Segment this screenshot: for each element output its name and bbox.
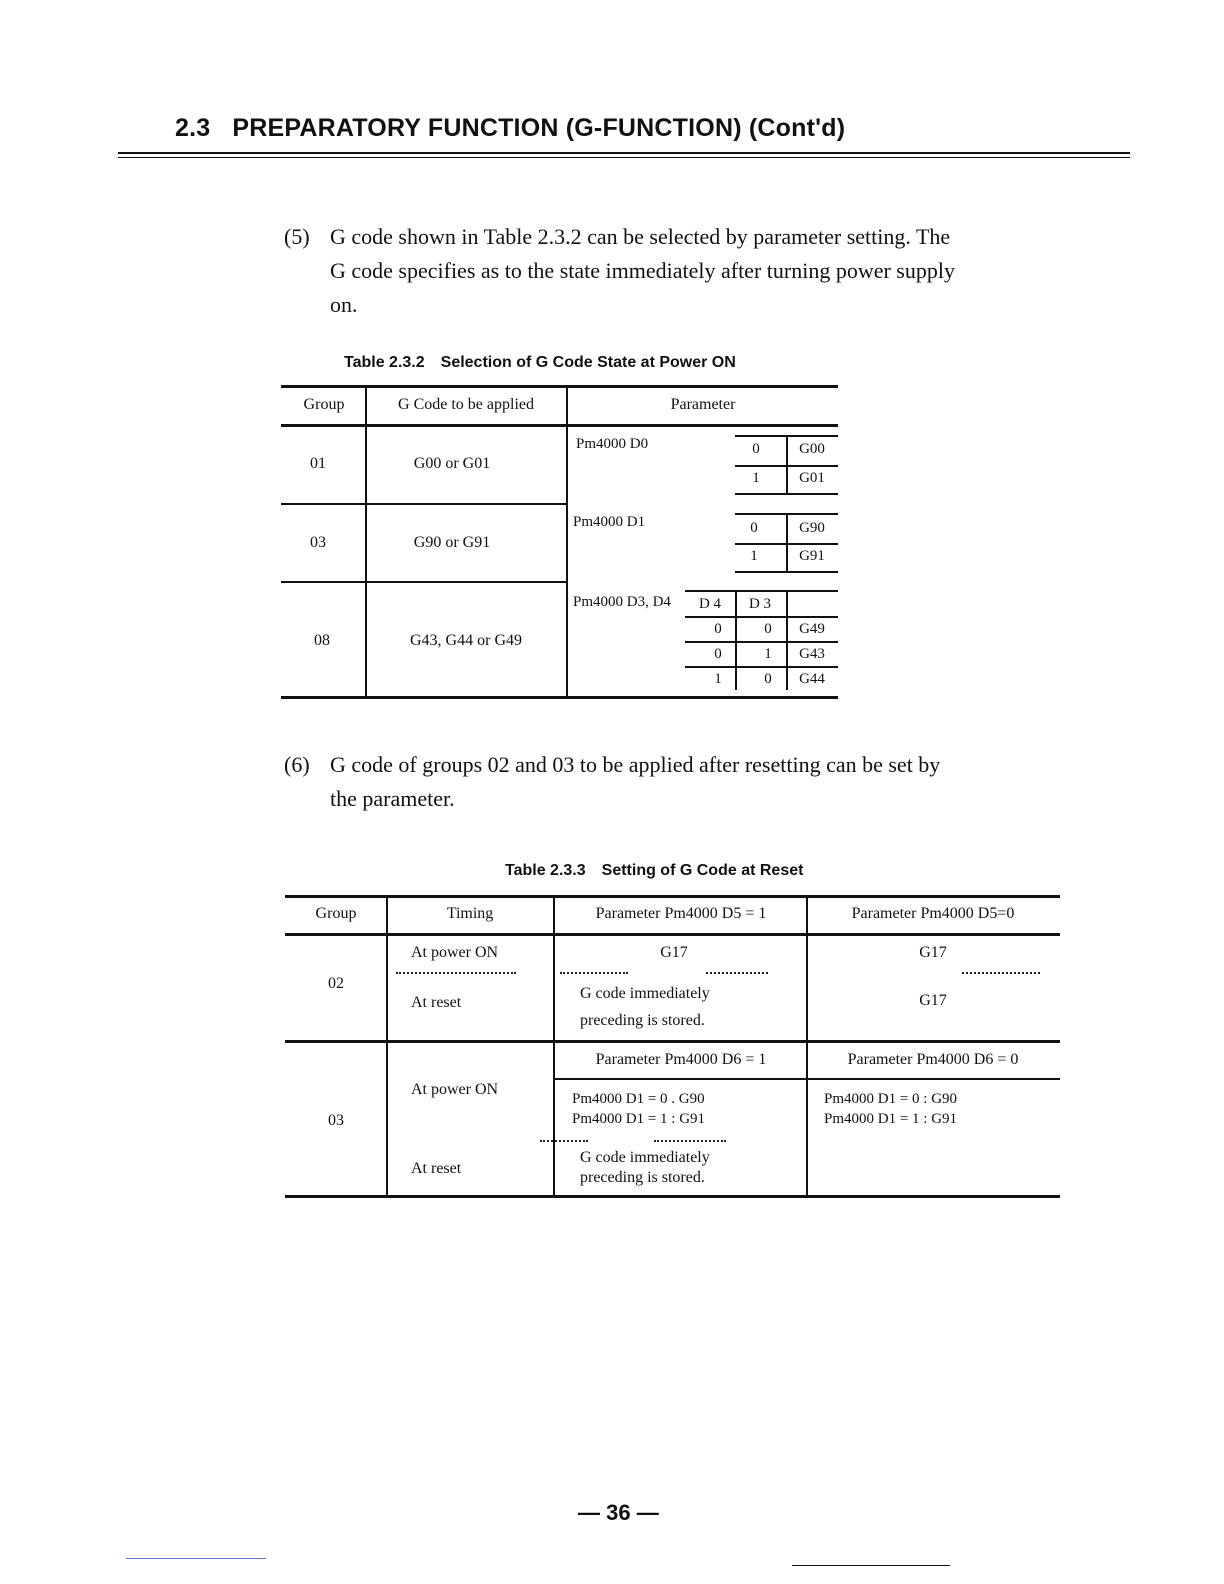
header-parameter-d5-0: Parameter Pm4000 D5=0	[851, 905, 1015, 922]
row-gcode: G90 or G91	[413, 534, 491, 551]
paragraph-marker: (6)	[284, 752, 310, 777]
paragraph-6	[284, 748, 1084, 820]
row-parameter: Pm4000 D1	[573, 514, 646, 530]
paragraph-line: the parameter.	[330, 786, 455, 811]
paragraph-line: G code specifies as to the state immediately after turning power supply	[330, 258, 955, 283]
subheader-parameter-d6-1: Parameter Pm4000 D6 = 1	[595, 1051, 767, 1068]
table-rule	[281, 581, 568, 583]
header-rule-bottom	[118, 157, 1130, 158]
bit-table-rule	[685, 616, 838, 618]
caption-title: Setting of G Code at Reset	[601, 862, 804, 879]
bit-header: D 4	[698, 596, 722, 612]
bit-value: 1	[752, 470, 760, 486]
bit-gcode: G91	[799, 548, 825, 564]
row-group: 01	[310, 455, 326, 472]
header-parameter-d5-1: Parameter Pm4000 D5 = 1	[595, 905, 767, 922]
table-rule	[285, 1195, 1060, 1198]
row-parameter: Pm4000 D3, D4	[573, 594, 671, 610]
caption-number: Table 2.3.3	[505, 862, 586, 879]
row-parameter: Pm4000 D0	[576, 436, 649, 452]
row-gcode: G43, G44 or G49	[410, 632, 522, 649]
section-heading	[175, 114, 845, 143]
d6-0-line: Pm4000 D1 = 1 : G91	[824, 1111, 958, 1127]
table-rule	[285, 933, 1060, 936]
d5-0-power-on-value: G17	[919, 944, 947, 961]
row-group: 02	[328, 975, 344, 992]
dotted-separator	[396, 972, 516, 974]
bit-value: 1	[714, 671, 722, 687]
d6-0-line: Pm4000 D1 = 0 : G90	[824, 1091, 958, 1107]
d6-1-reset-line: G code immediately	[580, 1149, 710, 1166]
row-group: 03	[310, 534, 326, 551]
dotted-separator	[706, 972, 768, 974]
table-caption	[505, 862, 803, 880]
bit-table-divider	[735, 591, 737, 690]
row-gcode: G00 or G01	[413, 455, 491, 472]
paragraph-line: on.	[330, 292, 358, 317]
timing-power-on: At power ON	[411, 944, 499, 961]
timing-reset: At reset	[411, 1160, 462, 1177]
table-column-divider	[566, 386, 568, 697]
header-gcode: G Code to be applied	[398, 396, 534, 413]
d6-1-power-on-line: Pm4000 D1 = 0 . G90	[572, 1091, 705, 1107]
footer-rule-right	[792, 1565, 950, 1566]
dotted-separator	[654, 1140, 726, 1142]
d5-1-reset-line: G code immediately	[580, 985, 710, 1002]
bit-value: 0	[764, 621, 772, 637]
dotted-separator	[560, 972, 628, 974]
bit-table-divider	[786, 514, 788, 572]
footer-rule-left	[126, 1558, 266, 1559]
bit-value: 0	[714, 646, 722, 662]
table-rule	[285, 1040, 1060, 1043]
header-timing: Timing	[446, 905, 494, 922]
bit-header: D 3	[748, 596, 772, 612]
section-number: 2.3	[175, 114, 211, 142]
caption-title: Selection of G Code State at Power ON	[440, 354, 736, 371]
caption-number: Table 2.3.2	[344, 354, 425, 371]
bit-value: 0	[752, 441, 760, 457]
bit-table-rule	[685, 590, 838, 592]
subheader-parameter-d6-0: Parameter Pm4000 D6 = 0	[847, 1051, 1019, 1068]
bit-gcode: G01	[799, 470, 825, 486]
dotted-separator	[540, 1140, 588, 1142]
header-group: Group	[315, 905, 357, 922]
dotted-separator	[962, 972, 1040, 974]
table-rule	[281, 503, 568, 505]
paragraph-marker: (5)	[284, 224, 310, 249]
table-caption	[344, 354, 736, 372]
section-title: PREPARATORY FUNCTION (G-FUNCTION) (Cont'd)	[232, 114, 846, 142]
paragraph-line: G code of groups 02 and 03 to be applied after resetting can be set by	[330, 752, 941, 777]
table-column-divider	[386, 896, 388, 1196]
bit-gcode: G44	[799, 671, 825, 687]
bit-table-divider	[786, 436, 788, 494]
bit-gcode: G90	[799, 520, 825, 536]
header-parameter: Parameter	[670, 396, 736, 413]
bit-table-divider	[786, 591, 788, 690]
bit-value: 0	[714, 621, 722, 637]
bit-gcode: G43	[799, 646, 825, 662]
row-group: 08	[314, 632, 330, 649]
paragraph-5	[284, 220, 1084, 330]
table-column-divider	[553, 896, 555, 1196]
header-group: Group	[303, 396, 345, 413]
bit-value: 1	[764, 646, 772, 662]
table-column-divider	[365, 386, 367, 697]
row-group: 03	[328, 1112, 344, 1129]
page-number: — 36 —	[578, 1500, 659, 1525]
bit-value: 0	[750, 520, 758, 536]
bit-gcode: G49	[799, 621, 825, 637]
table-column-divider	[806, 896, 808, 1196]
table-rule	[285, 895, 1060, 898]
bit-table-rule	[685, 666, 838, 668]
d5-1-power-on-value: G17	[660, 944, 688, 961]
bit-value: 0	[764, 671, 772, 687]
d5-0-reset-value: G17	[919, 992, 947, 1009]
paragraph-line: G code shown in Table 2.3.2 can be selected by parameter setting. The	[330, 224, 951, 249]
bit-gcode: G00	[799, 441, 825, 457]
bit-table-rule	[685, 641, 838, 643]
timing-power-on: At power ON	[411, 1081, 499, 1098]
header-rule-top	[118, 152, 1130, 154]
timing-reset: At reset	[411, 994, 462, 1011]
d6-1-power-on-line: Pm4000 D1 = 1 : G91	[572, 1111, 706, 1127]
bit-value: 1	[750, 548, 758, 564]
d6-1-reset-line: preceding is stored.	[580, 1169, 705, 1186]
d5-1-reset-line: preceding is stored.	[580, 1012, 705, 1029]
